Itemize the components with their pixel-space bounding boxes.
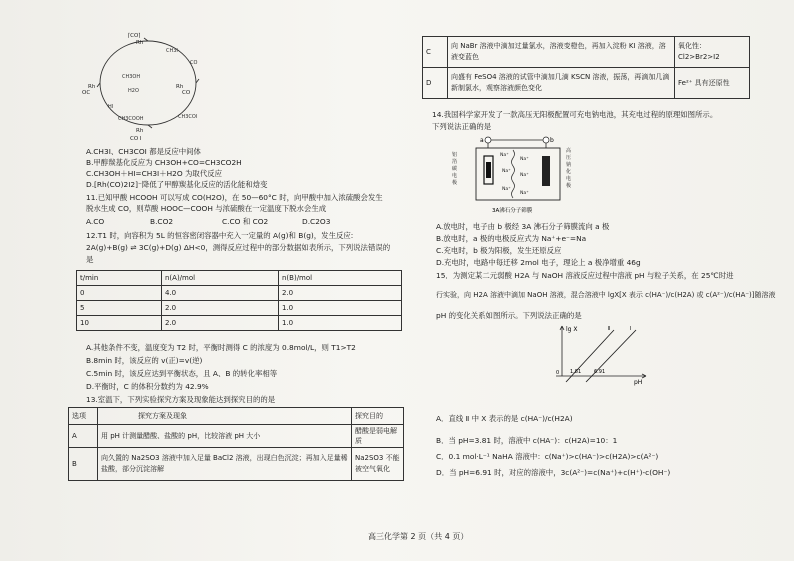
table-row <box>77 286 402 301</box>
cycle-label: CH3I <box>166 48 178 54</box>
q11-option-c: C.CO 和 CO2 <box>222 217 269 226</box>
svg-text:CO I: CO I <box>130 136 142 142</box>
q15-option-d: D．当 pH=6.91 时，对应的溶液中，3c(A²⁻)=c(Na⁺)+c(H⁺)-c(OH⁻) <box>436 468 671 477</box>
table-header-row <box>69 408 404 425</box>
table-header: 探究方案及现象 <box>98 408 352 425</box>
table-cell: C <box>423 37 448 68</box>
svg-text:Rh: Rh <box>136 128 144 134</box>
left-electrode-label: 铝箔碳电极 <box>452 152 458 186</box>
table-cell: 5 <box>77 301 162 316</box>
origin-label: 0 <box>556 370 560 376</box>
cycle-label: H2O <box>128 88 139 94</box>
svg-text:CO: CO <box>182 90 191 96</box>
q14-option-b: B.放电时，a 极的电极反应式为 Na⁺+e⁻=Na <box>436 234 587 243</box>
table-cell: Fe²⁺ 具有还原性 <box>675 68 750 99</box>
cycle-label: CH3OH <box>122 74 141 80</box>
ion-label: Na⁺ <box>500 153 509 158</box>
q11-option-b: B.CO2 <box>150 217 174 226</box>
q14-option-a: A.放电时，电子由 b 极经 3A 沸石分子筛膜流向 a 极 <box>436 222 610 231</box>
table-header: t/min <box>77 271 162 286</box>
tick-label: 6.91 <box>594 369 606 375</box>
q15-option-a: A．直线 Ⅱ 中 X 表示的是 c(HA⁻)/c(H2A) <box>436 414 573 423</box>
table-cell: 1.0 <box>279 301 402 316</box>
table-cell: 氧化性：Cl2>Br2>I2 <box>675 37 750 68</box>
q14-option-c: C.充电时，b 极为阳极，发生还原反应 <box>436 246 562 255</box>
table-cell: A <box>69 425 98 448</box>
q12-data-table <box>76 270 402 331</box>
svg-text:Rh: Rh <box>136 40 144 46</box>
table-cell: 用 pH 计测量醋酸、盐酸的 pH，比较溶液 pH 大小 <box>98 425 352 448</box>
table-row <box>77 301 402 316</box>
q13-table-continued <box>422 36 750 99</box>
cycle-label: CH3COOH <box>118 116 144 122</box>
table-cell: 2.0 <box>162 316 279 331</box>
table-cell: 向盛有 FeSO4 溶液的试管中滴加几滴 KSCN 溶液，振荡，再滴加几滴新制氯水，观察溶液颜色变化 <box>448 68 675 99</box>
q12-stem-line2: 2A(g)+B(g) ⇌ 3C(g)+D(g) ΔH<0，测得反应过程中的部分数据如表所示，下列说法错误的 <box>86 243 391 252</box>
table-cell: 4.0 <box>162 286 279 301</box>
q14-stem-line1: 14.我国科学家开发了一款高压无阳极配置可充电钠电池，其充电过程的原理如图所示。 <box>432 110 718 119</box>
svg-text:Rh: Rh <box>88 84 96 90</box>
page-footer: 高三化学第 2 页（共 4 页） <box>368 532 469 541</box>
ion-label: Na⁺ <box>520 173 529 178</box>
table-header: 探究目的 <box>352 408 404 425</box>
q10-option-d: D.[Rh(CO)2I2]⁻降低了甲醇羰基化反应的活化能和焓变 <box>86 180 268 189</box>
table-cell: 1.0 <box>279 316 402 331</box>
q15-option-c: C．0.1 mol·L⁻¹ NaHA 溶液中：c(Na⁺)>c(HA⁻)>c(H2A)>c(A²⁻) <box>436 452 659 461</box>
table-row <box>69 448 404 481</box>
table-cell: D <box>423 68 448 99</box>
table-header: n(A)/mol <box>162 271 279 286</box>
q10-option-a: A.CH3I、CH3COI 都是反应中间体 <box>86 147 201 156</box>
table-cell: 醋酸是弱电解质 <box>352 425 404 448</box>
q12-option-a: A.其他条件不变，温度变为 T2 时，平衡时测得 C 的浓度为 0.8mol/L，则 T1>T2 <box>86 343 356 352</box>
ion-label: Na⁺ <box>520 157 529 162</box>
cycle-label: CH3COI <box>178 114 198 120</box>
line-label-ii: Ⅱ <box>608 326 611 332</box>
ion-label: Na⁺ <box>502 169 511 174</box>
line-label-i: Ⅰ <box>630 326 632 332</box>
table-row <box>423 37 750 68</box>
q14-option-d: D.充电时，电路中每迁移 2mol 电子，理论上 a 极净增重 46g <box>436 258 641 267</box>
q12-stem-line3: 是 <box>86 255 94 264</box>
q12-option-c: C.5min 时，该反应达到平衡状态，且 A、B 的转化率相等 <box>86 369 278 378</box>
q12-option-b: B.8min 时，该反应的 v(正)=v(逆) <box>86 356 203 365</box>
q13-table <box>68 407 404 481</box>
q11-option-d: D.C2O3 <box>302 217 331 226</box>
catalytic-cycle-figure <box>78 22 218 144</box>
q15-option-b: B．当 pH=3.81 时，溶液中 c(HA⁻)：c(H2A)=10：1 <box>436 436 618 445</box>
q13-stem: 13.室温下，下列实验探究方案及现象能达到探究目的的是 <box>86 395 276 404</box>
table-row <box>69 425 404 448</box>
q15-stem-line1: 15．为测定某二元弱酸 H2A 与 NaOH 溶液反应过程中溶液 pH 与粒子关系，在 25℃时进 <box>436 271 734 280</box>
table-cell: 10 <box>77 316 162 331</box>
table-cell: 2.0 <box>279 286 402 301</box>
q15-graph <box>552 322 652 386</box>
right-electrode-label: 高压钠化电极 <box>566 148 572 189</box>
q12-option-d: D.平衡时，C 的体积分数约为 42.9% <box>86 382 209 391</box>
cycle-label: CO <box>190 60 198 66</box>
table-row <box>423 68 750 99</box>
q10-option-b: B.甲醇羰基化反应为 CH3OH+CO=CH3CO2H <box>86 158 242 167</box>
q10-option-c: C.CH3OH＋HI=CH3I＋H2O 为取代反应 <box>86 169 222 178</box>
q15-stem-line2: 行实验，向 H2A 溶液中滴加 NaOH 溶液，混合溶液中 lgX[X 表示 c(HA⁻)/c(H2A) 或 c(A²⁻)/c(HA⁻)]随溶液 <box>436 291 776 299</box>
svg-text:⌈CO⌉: ⌈CO⌉ <box>128 33 141 39</box>
cycle-label: HI <box>108 104 114 110</box>
q11-option-a: A.CO <box>86 217 105 226</box>
q12-stem-line1: 12.T1 时，向容积为 5L 的恒容密闭容器中充入一定量的 A(g)和 B(g)，发生反应: <box>86 231 354 240</box>
ion-label: Na⁺ <box>502 187 511 192</box>
svg-text:OC: OC <box>82 90 91 96</box>
table-header-row <box>77 271 402 286</box>
svg-text:Rh: Rh <box>176 84 184 90</box>
table-cell: 2.0 <box>162 301 279 316</box>
ion-label: Na⁺ <box>520 191 529 196</box>
table-cell: 0 <box>77 286 162 301</box>
terminal-a-label: a <box>480 137 484 144</box>
q15-stem-line3: pH 的变化关系如图所示。下列说法正确的是 <box>436 311 582 320</box>
y-axis-label: lg X <box>566 326 578 333</box>
table-cell: B <box>69 448 98 481</box>
table-cell: 向久置的 Na2SO3 溶液中加入足量 BaCl2 溶液，出现白色沉淀；再加入足量稀盐酸，部分沉淀溶解 <box>98 448 352 481</box>
q14-battery-figure <box>448 132 598 224</box>
table-header: n(B)/mol <box>279 271 402 286</box>
table-row <box>77 316 402 331</box>
q11-stem-line2: 脱水生成 CO，则草酸 HOOC—COOH 与浓硫酸在一定温度下脱水会生成 <box>86 204 327 213</box>
x-axis-label: pH <box>634 379 643 386</box>
q14-stem-line2: 下列说法正确的是 <box>432 122 492 131</box>
q11-stem-line1: 11.已知甲酸 HCOOH 可以写成 CO(H2O)，在 50—60°C 时，向甲酸中加入浓硫酸会发生 <box>86 193 383 202</box>
tick-label: 1.81 <box>570 369 582 375</box>
table-cell: Na2SO3 不能被空气氧化 <box>352 448 404 481</box>
membrane-caption: 3A沸石分子筛膜 <box>492 208 533 214</box>
terminal-b-label: b <box>550 137 554 144</box>
table-cell: 向 NaBr 溶液中滴加过量氯水，溶液变橙色，再加入淀粉 KI 溶液，溶液变蓝色 <box>448 37 675 68</box>
table-header: 选项 <box>69 408 98 425</box>
